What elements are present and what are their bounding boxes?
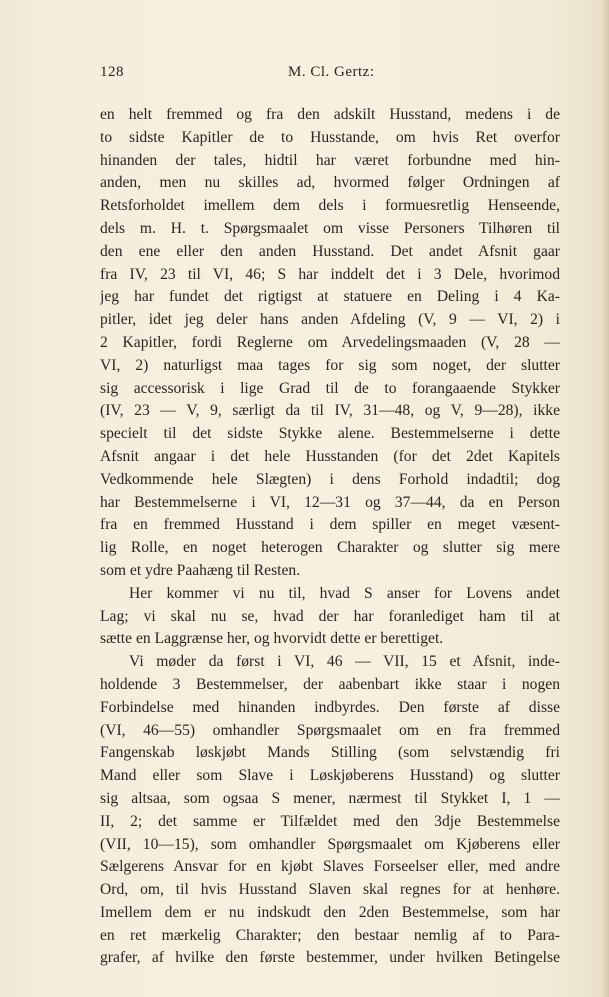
text-line: en helt fremmed og fra den adskilt Husstand, medens i de [100, 106, 560, 123]
text-line: holdende 3 Bestemmelser, der aabenbart ikke staar i nogen [100, 675, 560, 693]
text-line: (IV, 23 — V, 9, særligt da til IV, 31—48, og V, 9—28), ikke [100, 402, 560, 420]
text-line: VI, 2) naturligst maa tages for sig som noget, der slutter [100, 356, 560, 374]
text-line: Fangenskab løskjøbt Mands Stilling (som selvstændig fri [100, 744, 560, 762]
text-line: Afsnit angaar i det hele Husstanden (for det 2det Kapitels [100, 447, 560, 465]
paragraph-start-line: Vi møder da først i VI, 46 — VII, 15 et Afsnit, inde- [129, 653, 560, 671]
text-line: II, 2; det samme er Tilfældet med den 3dje Bestemmelse [100, 812, 560, 830]
text-line: Lag; vi skal nu se, hvad der har foranlediget ham til at [100, 607, 560, 625]
text-line: Retsforholdet imellem dem dels i formuesretlig Henseende, [100, 197, 560, 215]
text-line: Imellem dem er nu indskudt den 2den Bestemmelse, som har [100, 903, 560, 921]
text-line: har Bestemmelserne i VI, 12—31 og 37—44, da en Person [100, 493, 560, 511]
text-line: sætte en Laggrænse her, og hvorvidt dette er berettiget. [100, 630, 444, 648]
text-line: fra en fremmed Husstand i dem spiller en meget væsent- [100, 516, 560, 534]
text-line: pitler, idet jeg deler hans anden Afdeling (V, 9 — VI, 2) i [100, 311, 560, 329]
text-line: hinanden der tales, hidtil har været forbundne med hin- [100, 151, 560, 169]
text-line: fra IV, 23 til VI, 46; S har inddelt det i 3 Dele, hvorimod [100, 265, 560, 283]
text-line: anden, men nu skilles ad, hvormed følger Ordningen af [100, 174, 560, 192]
text-line: Ord, om, til hvis Husstand Slaven skal regnes for at henhøre. [100, 881, 560, 899]
text-line: sig accessorisk i lige Grad til de to forangaaende Stykker [100, 379, 560, 397]
text-line: to sidste Kapitler de to Husstande, om hvis Ret overfor [100, 128, 560, 146]
text-line: en ret mærkelig Charakter; den bestaar nemlig af to Para- [100, 926, 560, 944]
text-line: som et ydre Paahæng til Resten. [100, 561, 301, 579]
paragraph-start-line: Her kommer vi nu til, hvad S anser for Lovens andet [129, 584, 560, 602]
page-edge-shadow [601, 0, 609, 997]
text-line: jeg har fundet det rigtigst at statuere en Deling i 4 Ka- [100, 288, 560, 306]
running-head [100, 64, 560, 86]
text-line: dels m. H. t. Spørgsmaalet om visse Personers Tilhøren til [100, 219, 560, 237]
text-line: lig Rolle, en noget heterogen Charakter og slutter sig mere [100, 539, 560, 557]
text-line: den ene eller den anden Husstand. Det andet Afsnit gaar [100, 242, 560, 260]
text-line: 2 Kapitler, fordi Reglerne om Arvedelingsmaaden (V, 28 — [100, 333, 560, 351]
running-title: M. Cl. Gertz: [288, 64, 375, 80]
text-line: (VI, 46—55) omhandler Spørgsmaalet om en fra fremmed [100, 721, 560, 739]
text-line: Sælgerens Ansvar for en kjøbt Slaves Forseelser eller, med andre [100, 858, 560, 876]
text-line: grafer, af hvilke den første bestemmer, under hvilken Betingelse [100, 949, 560, 967]
text-line: Mand eller som Slave i Løskjøberens Husstand) og slutter [100, 767, 560, 785]
text-line: Forbindelse med hinanden indbyrdes. Den første af disse [100, 698, 560, 716]
body-text [100, 104, 560, 970]
text-line: sig altsaa, som ogsaa S mener, nærmest til Stykket I, 1 — [100, 789, 560, 807]
page-number: 128 [100, 64, 124, 80]
text-line: Vedkommende hele Slægten) i dens Forhold indadtil; dog [100, 470, 560, 488]
text-line: (VII, 10—15), som omhandler Spørgsmaalet om Kjøberens eller [100, 835, 560, 853]
text-line: specielt til det sidste Stykke alene. Bestemmelserne i dette [100, 425, 560, 443]
